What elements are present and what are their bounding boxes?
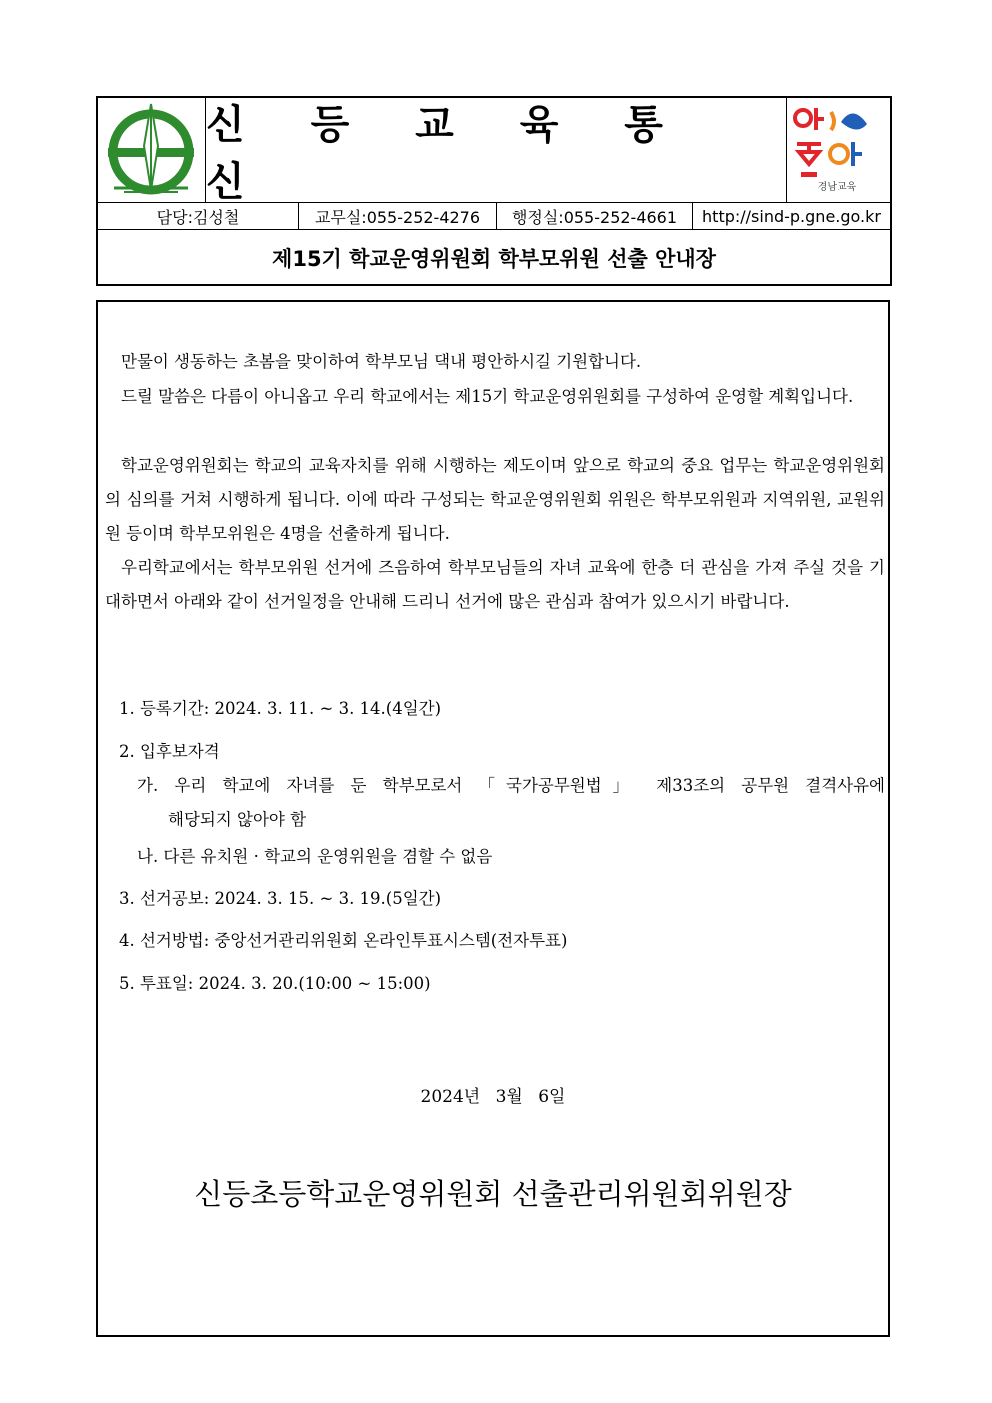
aijoa-logo-icon (787, 98, 889, 200)
admin-phone: 행정실:055-252-4661 (496, 203, 692, 229)
newsletter-header (96, 96, 892, 286)
paragraph-committee: 학교운영위원회는 학교의 교육자치를 위해 시행하는 제도이며 앞으로 학교의 중요 업무는 학교운영위원회의 심의를 거쳐 시행하게 됩니다. 이에 따라 구성되는 학교운영위원회 위원은 학부모위원과 지역위원, 교원위원 등이며 학부모위원은 4명을 선출하게 됩니다. (105, 456, 885, 543)
list-subitem-b: 나. 다른 유치원 · 학교의 운영위원을 겸할 수 없음 (137, 847, 493, 866)
list-item-voting-day: 5. 투표일: 2024. 3. 20.(10:00 ~ 15:00) (119, 974, 431, 993)
notice-body (96, 300, 890, 1337)
newsletter-title: 신 등 교 육 통 신 (206, 102, 689, 205)
paragraph-intro: 드릴 말씀은 다름이 아니옵고 우리 학교에서는 제15기 학교운영위원회를 구성하여 운영할 계획입니다. (121, 387, 854, 406)
paragraph-greeting: 만물이 생동하는 초봄을 맞이하여 학부모님 댁내 평안하시길 기원합니다. (121, 352, 642, 371)
website-link[interactable]: http://sind-p.gne.go.kr (692, 203, 890, 229)
signature: 신등초등학교운영위원회 선출관리위원회위원장 (194, 1177, 792, 1211)
list-item-registration: 1. 등록기간: 2024. 3. 11. ~ 3. 14.(4일간) (119, 699, 442, 718)
list-item-campaign: 3. 선거공보: 2024. 3. 15. ~ 3. 19.(5일간) (119, 889, 442, 908)
office-phone: 교무실:055-252-4276 (298, 203, 496, 229)
notice-subtitle: 제15기 학교운영위원회 학부모위원 선출 안내장 (272, 247, 716, 271)
list-subitem-a: 가. 우리 학교에 자녀를 둔 학부모로서 「국가공무원법」 제33조의 공무원 결격사유에 (137, 776, 885, 795)
school-emblem (98, 98, 206, 202)
manager-label: 담당:김성철 (156, 207, 240, 227)
list-item-method: 4. 선거방법: 중앙선거관리위원회 온라인투표시스템(전자투표) (119, 931, 568, 950)
svg-text:경남교육: 경남교육 (817, 182, 857, 193)
list-subitem-a-cont: 해당되지 않아야 함 (168, 810, 307, 829)
list-item-eligibility: 2. 입후보자격 (119, 742, 220, 761)
contact-info-row (98, 202, 890, 230)
school-emblem-icon (98, 98, 204, 200)
paragraph-request: 우리학교에서는 학부모위원 선거에 즈음하여 학부모님들의 자녀 교육에 한층 더 관심을 가져 주실 것을 기대하면서 아래와 같이 선거일정을 안내해 드리니 선거에 많은 관심과 참여가 있으시기 바랍니다. (105, 558, 885, 611)
gyeongnam-education-logo (786, 98, 890, 202)
notice-date: 2024년 3월 6일 (420, 1087, 566, 1107)
